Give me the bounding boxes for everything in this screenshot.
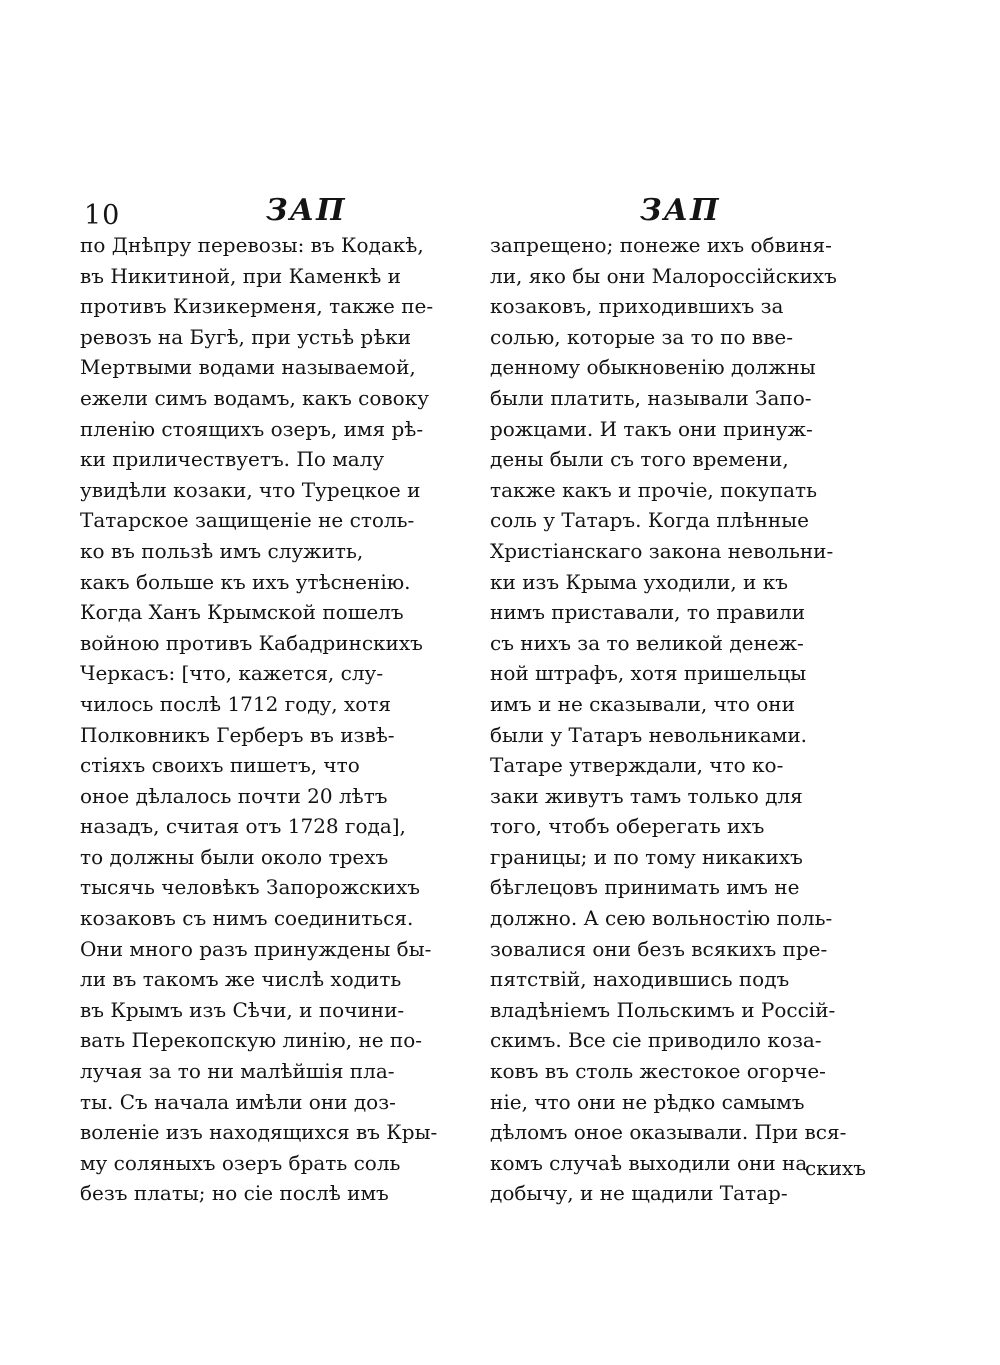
text-line: ной штрафъ, хотя пришельцы — [490, 661, 807, 686]
text-line: оное дѣлалось почти 20 лѣтъ — [80, 783, 388, 808]
text-line: козаковъ, приходившихъ за — [490, 294, 784, 319]
text-line: были у Татаръ невольниками. — [490, 722, 808, 747]
text-line: того, чтобъ оберегать ихъ — [490, 814, 765, 839]
text-line: скимъ. Все сіе приводило коза- — [490, 1028, 822, 1053]
text-line: стіяхъ своихъ пишетъ, что — [80, 753, 360, 778]
text-line: въ Крымъ изъ Сѣчи, и почини- — [80, 997, 405, 1022]
text-line: пятствій, находившись подъ — [490, 967, 790, 992]
text-line: также какъ и прочіе, покупать — [490, 477, 817, 502]
text-line: запрещено; понеже ихъ обвиня- — [490, 233, 832, 257]
text-line: войною противъ Кабадринскихъ — [80, 630, 423, 655]
text-line: комъ случаѣ выходили они на — [490, 1150, 808, 1175]
text-line: лучая за то ни малѣйшія пла- — [80, 1059, 395, 1084]
text-line: Они много разъ принуждены бы- — [80, 936, 432, 961]
text-line: ли въ такомъ же числѣ ходить — [80, 967, 402, 992]
text-line: му соляныхъ озеръ брать соль — [80, 1150, 401, 1175]
text-line: дены были съ того времени, — [490, 447, 789, 472]
text-line: ежели симъ водамъ, какъ совоку — [80, 385, 429, 410]
text-line: солью, которые за то по вве- — [490, 324, 794, 349]
text-line: денному обыкновенію должны — [490, 355, 816, 380]
text-line: Татарское защищеніе не столь- — [80, 508, 415, 533]
text-line: ко въ пользѣ имъ служить, — [80, 538, 364, 563]
text-line: безъ платы; но сіе послѣ имъ — [80, 1181, 389, 1206]
text-line: Мертвыми водами называемой, — [80, 355, 416, 380]
text-line: зовалися они безъ всякихъ пре- — [490, 936, 828, 961]
text-line: назадъ, считая отъ 1728 года], — [80, 814, 406, 839]
text-line: имъ и не сказывали, что они — [490, 691, 795, 716]
text-line: пленію стоящихъ озеръ, имя рѣ- — [80, 416, 424, 441]
text-line: ки изъ Крыма уходили, и къ — [490, 569, 788, 594]
catchword: скихъ — [805, 1156, 867, 1180]
text-line: съ нихъ за то великой денеж- — [490, 630, 804, 655]
text-line: добычу, и не щадили Татар- — [490, 1181, 788, 1206]
text-line: ревозъ на Бугѣ, при устьѣ рѣки — [80, 324, 412, 349]
text-line: Полковникъ Герберъ въ извѣ- — [80, 722, 395, 747]
text-line: рожцами. И такъ они принуж- — [490, 416, 813, 441]
running-head-right: ЗАП — [640, 193, 721, 228]
text-line: тысячь человѣкъ Запорожскихъ — [80, 875, 421, 900]
running-head-left: ЗАП — [266, 193, 347, 228]
text-line: нимъ приставали, то правили — [490, 600, 806, 625]
right-text-column — [490, 230, 876, 1209]
text-line: противъ Кизикерменя, также пе- — [80, 294, 434, 319]
text-line: увидѣли козаки, что Турецкое и — [80, 477, 421, 502]
text-line: владѣніемъ Польскимъ и Россій- — [490, 997, 836, 1022]
text-line: по Днѣпру перевозы: въ Кодакѣ, — [80, 233, 424, 257]
text-line: то должны были около трехъ — [80, 844, 389, 869]
text-line: должно. А сею вольностію поль- — [490, 906, 833, 931]
text-line: были платить, называли Запо- — [490, 385, 812, 410]
text-line: какъ больше къ ихъ утѣсненію. — [80, 569, 411, 594]
text-line: ковъ въ столь жестокое огорче- — [490, 1059, 826, 1084]
text-line: ніе, что они не рѣдко самымъ — [490, 1089, 805, 1114]
text-line: ли, яко бы они Малороссійскихъ — [490, 263, 837, 288]
text-line: козаковъ съ нимъ соединиться. — [80, 906, 414, 931]
text-line: Когда Ханъ Крымской пошелъ — [80, 600, 404, 625]
text-line: ты. Съ начала имѣли они доз- — [80, 1089, 396, 1114]
text-line: вать Перекопскую линію, не по- — [80, 1028, 423, 1053]
text-line: соль у Татаръ. Когда плѣнные — [490, 508, 809, 533]
left-text-column — [80, 230, 473, 1209]
text-line: дѣломъ оное оказывали. При вся- — [490, 1120, 847, 1145]
text-line: въ Никитиной, при Каменкѣ и — [80, 263, 401, 288]
text-line: чилось послѣ 1712 году, хотя — [80, 691, 392, 716]
text-line: ки приличествуетъ. По малу — [80, 447, 385, 472]
text-line: Татаре утверждали, что ко- — [490, 753, 784, 778]
text-line: границы; и по тому никакихъ — [490, 844, 803, 869]
text-line: Христіанскаго закона невольни- — [490, 538, 834, 563]
text-line: Черкасъ: [что, кажется, слу- — [80, 661, 384, 686]
text-line: воленіе изъ находящихся въ Кры- — [80, 1120, 438, 1145]
page-number: 10 — [84, 200, 121, 231]
text-line: бѣглецовъ принимать имъ не — [490, 875, 800, 900]
text-line: заки живутъ тамъ только для — [490, 783, 803, 808]
